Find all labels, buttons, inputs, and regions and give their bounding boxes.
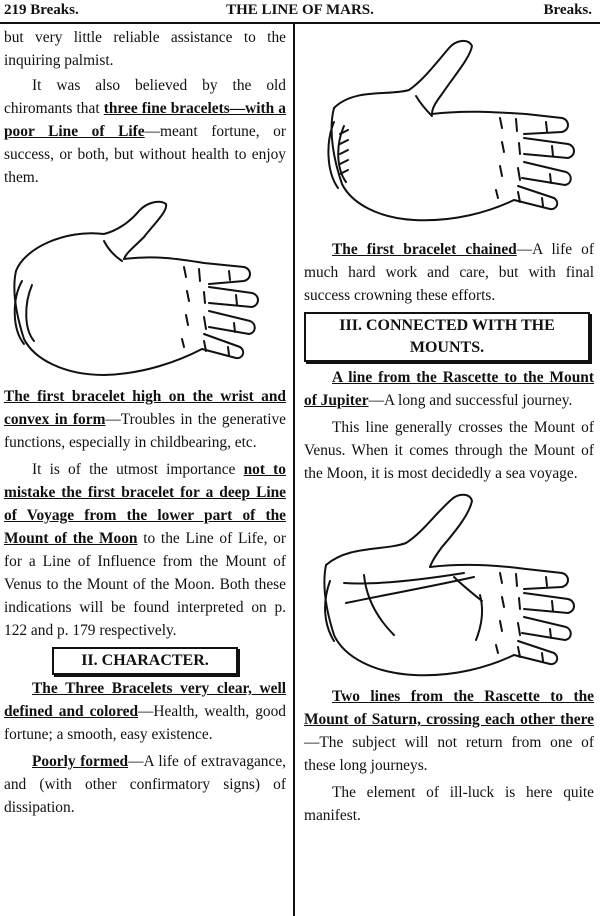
caption-text: —Troubles in the generative functions, especially in childbearing, etc. (4, 411, 286, 451)
text-span: It is of the utmost importance (32, 461, 244, 478)
caption-bold: The first bracelet chained (332, 241, 517, 258)
header-page-number: 219 Breaks. (4, 2, 79, 18)
bold-phrase: A line from the Rascette to the Mount of Jupiter (304, 369, 594, 409)
caption-bold: Two lines from the Rascette to the Mount of Saturn, crossing each other there (304, 688, 594, 728)
section-heading-mounts: III. CONNECTED WITH THE MOUNTS. (304, 312, 590, 362)
text-span: —A long and successful journey. (368, 392, 573, 409)
figure-1-caption (4, 385, 286, 454)
left-paragraph-1: but very little reliable assistance to the inquiring palmist. (4, 29, 286, 69)
running-header (0, 0, 600, 24)
header-title: THE LINE OF MARS. (226, 2, 374, 18)
hand-illustration-1 (4, 189, 286, 385)
left-paragraph-5 (4, 750, 286, 819)
line-of-voyage-phrase: not to mistake the first bracelet for a deep Line of Voyage from the lower part of the Mount of the Moon (4, 461, 286, 547)
bracelets-phrase: three fine bracelets—with a poor Line of Life (4, 100, 286, 140)
column-divider (293, 24, 295, 916)
left-column (4, 26, 286, 819)
figure-2-caption (304, 238, 594, 307)
text-span: to the Line of Life, or for a Line of Influence from the Mount of Venus to the Mount of the Moon. Both these indications will be found interpreted on p. 122 and p. 179 respectively. (4, 530, 286, 639)
text-span: —Health, wealth, good fortune; a smooth, easy existence. (4, 703, 286, 743)
left-paragraph-3 (4, 458, 286, 642)
left-paragraph-2 (4, 74, 286, 189)
caption-bold: The first bracelet high on the wrist and convex in form (4, 388, 286, 428)
hand-illustration-2 (304, 26, 594, 238)
caption-text: —A life of much hard work and care, but with final success crowning these efforts. (304, 241, 595, 304)
header-section: Breaks. (543, 2, 592, 18)
text-span: —A life of extravagance, and (with other confirmatory signs) of dissipation. (4, 753, 286, 816)
left-paragraph-4 (4, 677, 286, 746)
hand-illustration-3 (304, 485, 594, 685)
text-span: —meant fortune, or success, or both, but without health to enjoy them. (4, 123, 286, 186)
figure-3-caption (304, 685, 594, 777)
right-column (304, 26, 594, 827)
text-span: It was also believed by the old chiromants that (4, 77, 286, 117)
right-paragraph-3: The element of ill-luck is here quite manifest. (304, 784, 594, 824)
bold-phrase: The Three Bracelets very clear, well defined and colored (4, 680, 286, 720)
bold-phrase: Poorly formed (32, 753, 129, 770)
right-paragraph-2: This line generally crosses the Mount of Venus. When it comes through the Mount of the Moon, it is most decidedly a sea voyage. (304, 419, 594, 482)
section-heading-character: II. CHARACTER. (52, 647, 238, 675)
right-paragraph-1 (304, 366, 594, 412)
caption-text: —The subject will not return from one of these long journeys. (304, 734, 594, 774)
